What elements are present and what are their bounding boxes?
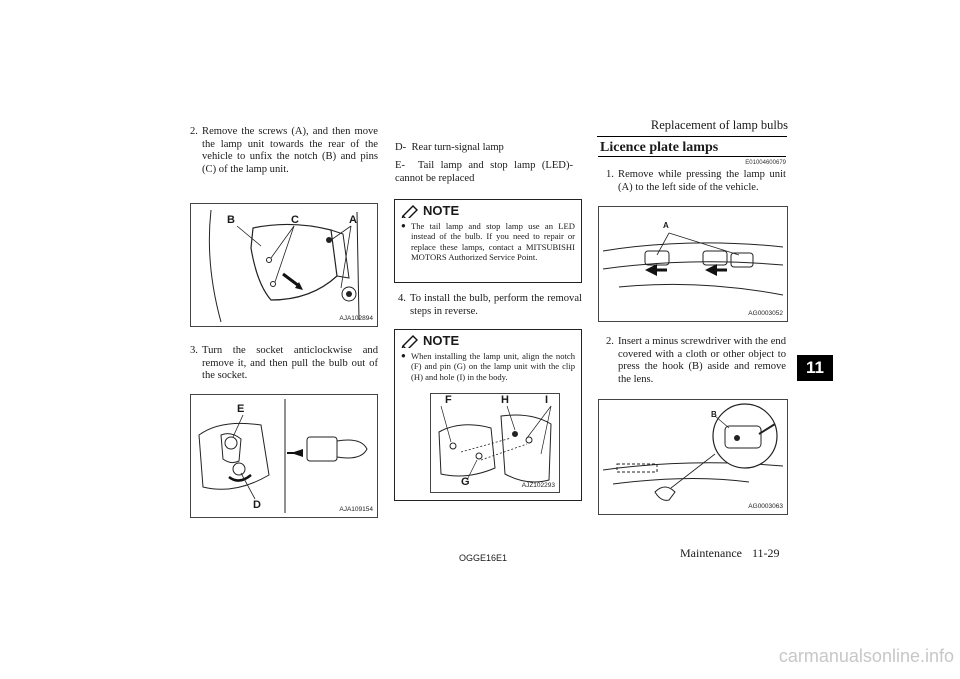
running-header: Replacement of lamp bulbs [650,118,788,132]
step-number: 2. [190,126,198,137]
figure-code: AG0003052 [748,310,783,317]
callout-a: A [349,214,357,226]
callout-i: I [545,394,549,406]
figure-lens-removal [598,399,788,515]
note-box-led [394,199,582,283]
note-bullet [395,221,581,263]
licence-lamp-illustration [599,207,787,321]
figure-code: AG0003063 [748,503,783,510]
right-step-2 [606,336,786,386]
alignment-illustration [431,394,559,492]
callout-g: G [461,476,470,488]
figure-code: AJA109154 [339,506,373,513]
step-text: Remove the screws (A), and then move the lamp unit towards the rear of the vehicle to unfix the notch (B) and pins (C) of the lamp unit. [202,126,378,175]
note-pencil-icon [401,204,419,218]
note-label: NOTE [423,203,460,218]
header-rule [597,136,787,137]
left-step-3 [190,345,378,383]
figure-licence-lamp-removal [598,206,788,322]
note-heading [395,330,581,351]
note-text: When installing the lamp unit, align the notch (F) and pin (G) on the lamp unit with the clip (H) and hole (I) in the body. [411,351,575,382]
watermark[interactable]: carmanualsonline.info [778,646,954,666]
left-step-2 [190,126,378,176]
legend-d: D- Rear turn-signal lamp [395,142,504,153]
note-box-install [394,329,582,501]
chapter-tab[interactable]: 11 [797,355,833,381]
footer-section: Maintenance [680,546,742,560]
right-step-1 [606,169,786,194]
step-number: 2. [606,336,614,347]
section-rule [598,156,786,157]
step-text: To install the bulb, perform the removal steps in reverse. [410,293,582,317]
legend-e-text: E- Tail lamp and stop lamp (LED)-cannot be replaced [395,160,573,184]
lens-removal-illustration [599,400,787,514]
callout-e: E [237,403,245,415]
bullet-mark: ● [401,221,406,230]
step-number: 1. [606,169,614,180]
figure-alignment [430,393,560,493]
callout-b: B [711,410,717,419]
note-bullet [395,351,581,382]
callout-a: A [663,221,669,230]
callout-d: D [253,499,261,511]
callout-h: H [501,394,509,406]
step-number: 3. [190,345,198,356]
callout-b: B [227,214,235,226]
callout-c: C [291,214,299,226]
section-code: E01004600679 [745,160,786,166]
section-title: Licence plate lamps [600,140,719,155]
figure-lamp-unit-removal [190,203,378,327]
note-pencil-icon [401,334,419,348]
note-label: NOTE [423,333,460,348]
middle-step-4 [398,293,582,318]
step-number: 4. [398,293,406,304]
note-heading [395,200,581,221]
step-text: Turn the socket anticlockwise and remove it, and then pull the bulb out of the socket. [202,345,378,382]
figure-socket-removal [190,394,378,518]
step-text: Remove while pressing the lamp unit (A) to the left side of the vehicle. [618,169,786,193]
socket-illustration [191,395,377,517]
step-text: Insert a minus screwdriver with the end covered with a cloth or other object to press the hook (B) aside and remove the lens. [618,336,786,385]
document-code: OGGE16E1 [459,553,508,563]
legend-e [395,160,573,185]
bullet-mark: ● [401,351,406,360]
figure-code: AJA102894 [339,315,373,322]
note-text: The tail lamp and stop lamp use an LED instead of the bulb. If you need to repair or replace these lamps, contact a MITSUBISHI MOTORS Authorized Service Point. [411,221,575,263]
figure-code: AJZ102293 [521,482,555,489]
page-number: 11-29 [752,546,780,560]
callout-f: F [445,394,452,406]
